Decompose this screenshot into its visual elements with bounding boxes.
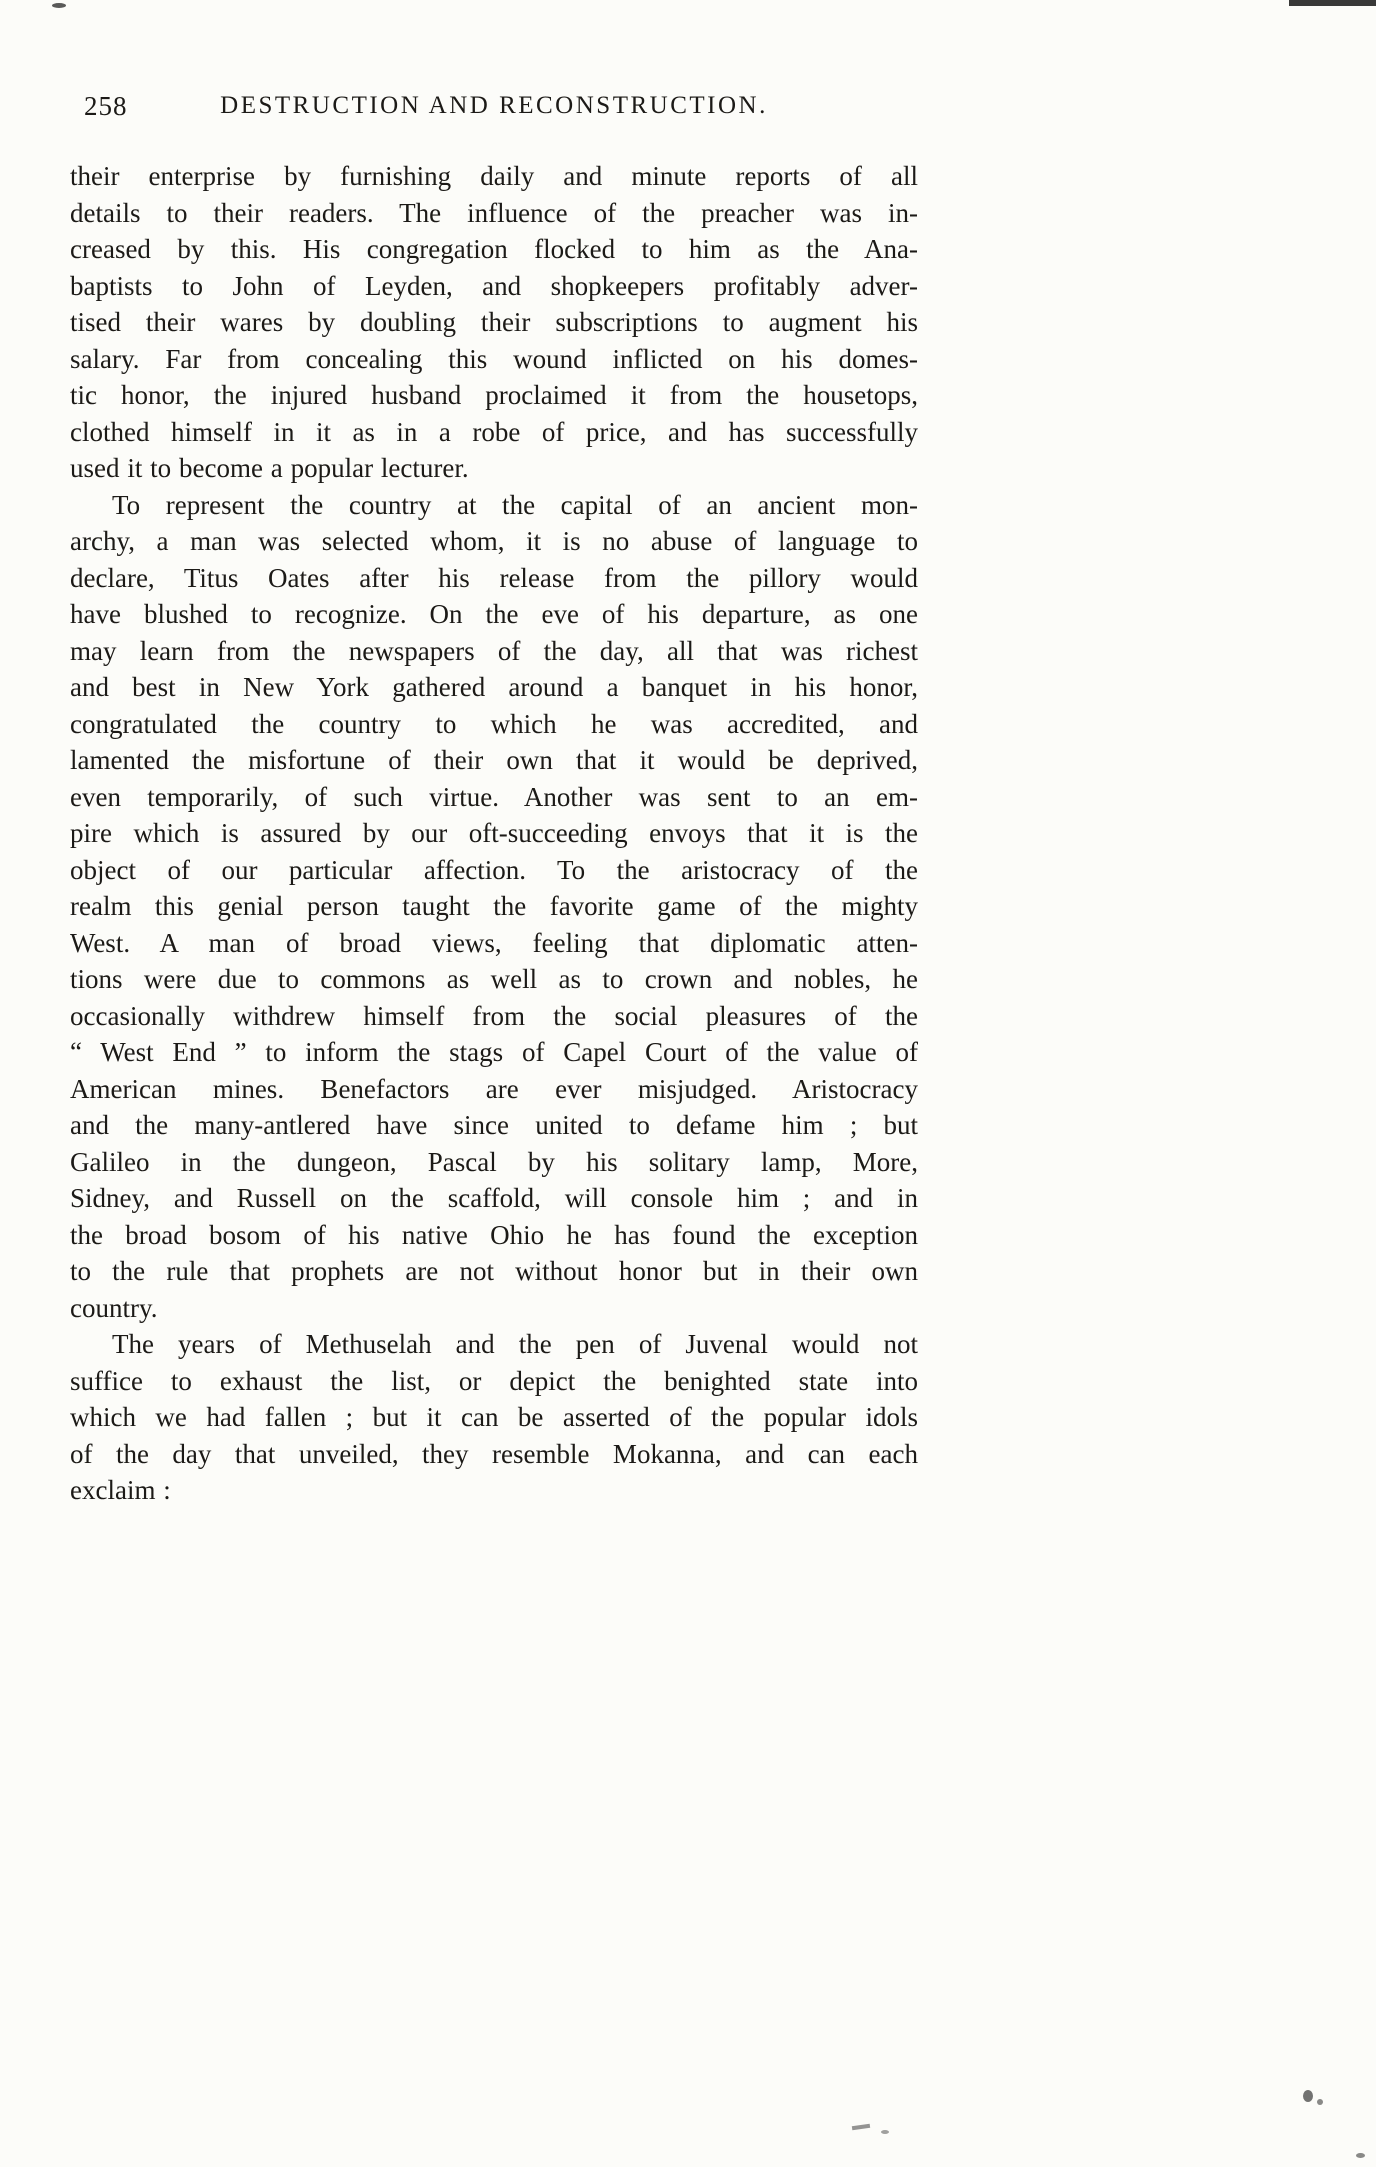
scan-artifact: [52, 3, 66, 8]
text-line: West. A man of broad views, feeling that diplomatic atten-: [70, 927, 918, 958]
text-line: Galileo in the dungeon, Pascal by his solitary lamp, More,: [70, 1146, 918, 1177]
text-line: and the many-antlered have since united to defame him ; but: [70, 1110, 918, 1140]
text-line: which we had fallen ; but it can be asserted of the popular idols: [70, 1402, 918, 1432]
text-line: even temporarily, of such virtue. Another was sent to an em-: [70, 781, 918, 812]
text-line: clothed himself in it as in a robe of price, and has successfully: [70, 416, 918, 447]
text-line: salary. Far from concealing this wound inflicted on his domes-: [70, 343, 918, 374]
text-line: American mines. Benefactors are ever misjudged. Aristocracy: [70, 1073, 918, 1104]
text-line: may learn from the newspapers of the day, all that was richest: [70, 635, 918, 666]
paragraph: [70, 487, 918, 1327]
text-line: country.: [70, 1292, 158, 1323]
text-line: the broad bosom of his native Ohio he has found the exception: [70, 1219, 918, 1250]
text-line: baptists to John of Leyden, and shopkeepers profitably adver-: [70, 270, 918, 301]
text-line: details to their readers. The influence of the preacher was in-: [70, 197, 918, 228]
text-column: [70, 90, 918, 1509]
scan-artifact: [1356, 2153, 1365, 2158]
paragraph: [70, 1326, 918, 1509]
text-line: suffice to exhaust the list, or depict the benighted state into: [70, 1365, 918, 1396]
text-line: exclaim :: [70, 1475, 171, 1505]
text-line: lamented the misfortune of their own that it would be deprived,: [70, 745, 918, 775]
text-line: realm this genial person taught the favorite game of the mighty: [70, 891, 918, 921]
text-line: pire which is assured by our oft-succeeding envoys that it is the: [70, 818, 918, 848]
text-line: creased by this. His congregation flocked to him as the Ana-: [70, 234, 918, 264]
scan-artifact: [1317, 2099, 1323, 2105]
paragraph: [70, 158, 918, 487]
scan-artifact: [1289, 0, 1376, 6]
text-line: tions were due to commons as well as to crown and nobles, he: [70, 964, 918, 994]
running-header-title: DESTRUCTION AND RECONSTRUCTION.: [220, 92, 768, 119]
text-line: declare, Titus Oates after his release from the pillory would: [70, 562, 918, 593]
text-line: tic honor, the injured husband proclaimed it from the housetops,: [70, 380, 918, 410]
text-line: and best in New York gathered around a banquet in his honor,: [70, 672, 918, 702]
page-header: [70, 90, 918, 124]
text-line: of the day that unveiled, they resemble Mokanna, and can each: [70, 1438, 918, 1469]
page-number: 258: [84, 91, 128, 121]
scan-artifact: [852, 2124, 870, 2130]
text-line: used it to become a popular lecturer.: [70, 453, 469, 483]
scan-artifact: [1303, 2090, 1313, 2102]
text-line: archy, a man was selected whom, it is no abuse of language to: [70, 526, 918, 556]
text-line: their enterprise by furnishing daily and minute reports of all: [70, 161, 918, 191]
scan-artifact: [881, 2130, 889, 2134]
text-line: “ West End ” to inform the stags of Capel Court of the value of: [70, 1037, 918, 1067]
text-line: tised their wares by doubling their subscriptions to augment his: [70, 307, 918, 337]
text-line: To represent the country at the capital of an ancient mon-: [112, 489, 918, 520]
body-text: [70, 158, 918, 1509]
text-line: Sidney, and Russell on the scaffold, will console him ; and in: [70, 1183, 918, 1213]
text-line: The years of Methuselah and the pen of Juvenal would not: [112, 1329, 918, 1359]
text-line: have blushed to recognize. On the eve of his departure, as one: [70, 599, 918, 629]
text-line: to the rule that prophets are not without honor but in their own: [70, 1256, 918, 1286]
text-line: object of our particular affection. To the aristocracy of the: [70, 854, 918, 885]
text-line: congratulated the country to which he was accredited, and: [70, 708, 918, 739]
text-line: occasionally withdrew himself from the social pleasures of the: [70, 1000, 918, 1031]
